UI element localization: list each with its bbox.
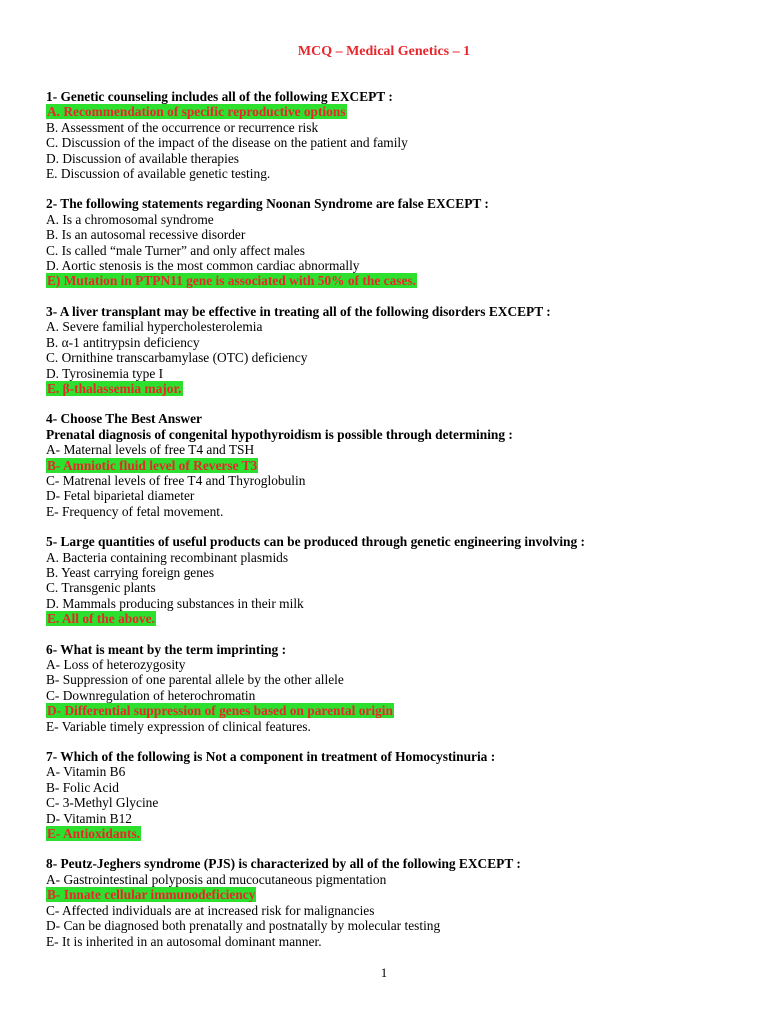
question-text: 7- Which of the following is Not a component in treatment of Homocystinuria : (46, 749, 496, 765)
answer-option-correct (46, 104, 746, 119)
answer-option: D- Can be diagnosed both prenatally and postnatally by molecular testing (46, 918, 441, 934)
answer-option: D. Tyrosinemia type I (46, 365, 164, 381)
page-title-text: MCQ – Medical Genetics – 1 (297, 44, 471, 59)
question-block (46, 642, 746, 734)
question-text: Prenatal diagnosis of congenital hypothyroidism is possible through determining : (46, 426, 513, 442)
correct-answer-highlight: E. β-thalassemia major. (47, 380, 182, 396)
answer-option: B- Suppression of one parental allele by the other allele (46, 672, 344, 688)
answer-option: E. Discussion of available genetic testing. (46, 166, 271, 182)
correct-answer-highlight: E- Antioxidants. (47, 826, 141, 842)
answer-option: C- 3-Methyl Glycine (46, 795, 159, 811)
answer-option: E- Frequency of fetal movement. (46, 503, 224, 519)
answer-option: E- It is inherited in an autosomal dominant manner. (46, 933, 322, 949)
answer-option: D- Fetal biparietal diameter (46, 488, 195, 504)
question-block (46, 304, 746, 396)
correct-answer-highlight: D- Differential suppression of genes based on parental origin (47, 703, 393, 719)
answer-option: B. α-1 antitrypsin deficiency (46, 334, 200, 350)
answer-option: C. Ornithine transcarbamylase (OTC) deficiency (46, 350, 308, 366)
question-text: 5- Large quantities of useful products can be produced through genetic engineering involving : (46, 534, 586, 550)
answer-option: C. Is called “male Turner” and only affect males (46, 242, 305, 258)
answer-option-correct (46, 703, 746, 718)
question-block (46, 856, 746, 948)
page-number: 1 (380, 965, 388, 980)
question-block (46, 89, 746, 181)
question-text: 3- A liver transplant may be effective in treating all of the following disorders EXCEPT : (46, 303, 551, 319)
answer-option: C- Affected individuals are at increased risk for malignancies (46, 902, 375, 918)
correct-answer-highlight: B- Innate cellular immunodeficiency (47, 887, 256, 903)
correct-answer-highlight: E) Mutation in PTPN11 gene is associated with 50% of the cases. (47, 273, 416, 289)
answer-option: D. Discussion of available therapies (46, 150, 239, 166)
question-text: 2- The following statements regarding Noonan Syndrome are false EXCEPT : (46, 196, 489, 212)
question-text: 8- Peutz-Jeghers syndrome (PJS) is characterized by all of the following EXCEPT : (46, 856, 521, 872)
answer-option: E- Variable timely expression of clinical features. (46, 718, 311, 734)
question-text: 6- What is meant by the term imprinting : (46, 641, 287, 657)
answer-option: A- Loss of heterozygosity (46, 657, 186, 672)
answer-option: A. Severe familial hypercholesterolemia (46, 319, 263, 335)
answer-option: C- Downregulation of heterochromatin (46, 687, 256, 703)
question-block (46, 534, 746, 626)
answer-option: B. Assessment of the occurrence or recurrence risk (46, 119, 319, 135)
answer-option: D- Vitamin B12 (46, 810, 132, 826)
answer-option-correct (46, 887, 746, 902)
answer-option: D. Mammals producing substances in their milk (46, 595, 304, 611)
question-text: 1- Genetic counseling includes all of the following EXCEPT : (46, 89, 393, 104)
answer-option: B. Is an autosomal recessive disorder (46, 227, 246, 243)
answer-option: C. Transgenic plants (46, 580, 156, 596)
answer-option-correct (46, 611, 746, 626)
answer-option-correct (46, 273, 746, 288)
correct-answer-highlight: B- Amniotic fluid level of Reverse T3 (47, 457, 258, 473)
correct-answer-highlight: E. All of the above. (47, 611, 155, 627)
answer-option-correct (46, 381, 746, 396)
question-block (46, 411, 746, 519)
answer-option: A- Maternal levels of free T4 and TSH (46, 442, 255, 458)
correct-answer-highlight: A. Recommendation of specific reproductive options (47, 104, 346, 120)
question-block (46, 749, 746, 841)
answer-option: A- Vitamin B6 (46, 764, 126, 780)
answer-option: B. Yeast carrying foreign genes (46, 564, 215, 580)
answer-option: C. Discussion of the impact of the disease on the patient and family (46, 135, 408, 151)
question-text: 4- Choose The Best Answer (46, 411, 202, 427)
answer-option: B- Folic Acid (46, 779, 119, 795)
answer-option: A. Bacteria containing recombinant plasmids (46, 549, 289, 565)
question-block (46, 196, 746, 288)
question-list (46, 89, 746, 964)
page-title (0, 44, 768, 60)
answer-option: A. Is a chromosomal syndrome (46, 211, 214, 227)
answer-option-correct (46, 826, 746, 841)
answer-option: D. Aortic stenosis is the most common cardiac abnormally (46, 258, 360, 274)
answer-option: C- Matrenal levels of free T4 and Thyroglobulin (46, 472, 306, 488)
answer-option-correct (46, 458, 746, 473)
answer-option: A- Gastrointestinal polyposis and mucocutaneous pigmentation (46, 871, 387, 887)
